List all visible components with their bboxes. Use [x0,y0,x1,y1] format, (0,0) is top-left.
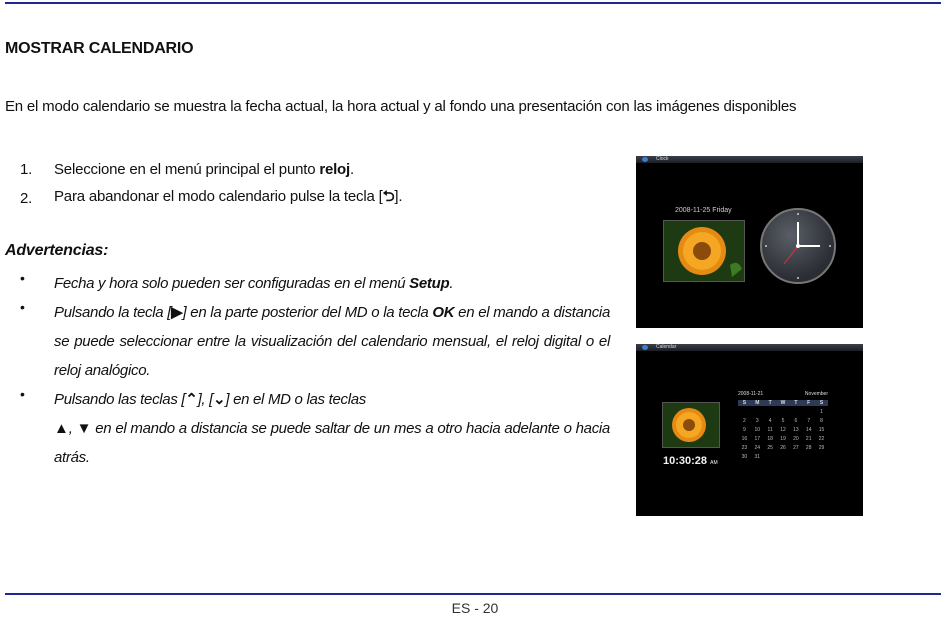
calendar-day: 27 [793,445,799,451]
step-number: 1. [20,161,33,178]
calendar-day: 22 [818,436,825,442]
calendar-day: 3 [755,418,759,424]
step-text: Para abandonar el modo calendario pulse la tecla [⮌]. [54,188,403,205]
step-item-2 [20,184,402,213]
calendar-day: 29 [818,445,825,451]
return-key-icon: ⮌ [382,188,395,205]
sunflower-icon [663,403,719,447]
calendar-day: 19 [780,436,786,442]
calendar-day: 31 [754,454,761,460]
day-grid [738,409,828,460]
bullet-icon: • [20,299,25,315]
calendar-date: 2008-11-21 [738,391,764,397]
calendar-day: 26 [780,445,786,451]
sunflower-icon [664,221,744,281]
weekday-label: W [777,400,790,406]
weekday-label: T [789,400,802,406]
screen-title: Calendar [656,344,677,350]
calendar-header [738,391,828,397]
calendar-day: 5 [781,418,785,424]
calendar-app-icon [642,345,648,350]
calendar-day [751,409,764,415]
weekday-label: F [802,400,815,406]
weekday-label: T [764,400,777,406]
month-calendar [738,391,828,460]
calendar-day: 14 [805,427,812,433]
calendar-day: 28 [805,445,812,451]
screen-title-bar [636,156,863,163]
weekday-label: S [738,400,751,406]
clock-date: 2008-11-25 Friday [675,207,732,214]
calendar-day: 15 [818,427,825,433]
screen-title: Clock [656,156,669,162]
warning-item-1: • Fecha y hora solo pueden ser configuradas en el menú Setup. [20,269,610,298]
digital-clock: 10:30:28 AM [663,455,718,467]
sunflower-photo [663,220,745,282]
step-number: 2. [20,190,33,207]
clock-app-icon [642,157,648,162]
down-triangle-icon: ▼ [76,420,92,437]
keyword-setup: Setup [409,275,450,292]
calendar-month: November [804,391,828,397]
up-key-icon: ⌃ [185,391,198,408]
calendar-day: 12 [780,427,786,433]
calendar-day [764,409,777,415]
section-heading: MOSTRAR CALENDARIO [5,40,194,57]
intro-paragraph: En el modo calendario se muestra la fecha actual, la hora actual y al fondo una presentación con las imágenes disponibles [5,98,797,115]
warning-item-3: • Pulsando las teclas [⌃], [⌄] en el MD o las teclas ▲, ▼ en el mando a distancia se puede saltar de un mes a otro hacia adelante o hacia atrás. [20,385,610,472]
up-triangle-icon: ▲ [54,420,69,437]
calendar-day [789,409,802,415]
calendar-day: 6 [794,418,798,424]
warnings-title: Advertencias: [5,242,109,259]
calendar-day: 9 [743,427,746,433]
calendar-day: 30 [741,454,748,460]
clock-screen-image [636,156,863,328]
calendar-day: 1 [820,409,823,415]
weekday-row [738,400,828,406]
calendar-day: 16 [741,436,748,442]
weekday-label: S [815,400,828,406]
calendar-day: 8 [820,418,823,424]
steps-list [20,155,402,213]
bullet-icon: • [20,386,25,402]
bullet-icon: • [20,270,25,286]
weekday-label: M [751,400,764,406]
keyword-ok: OK [432,304,455,321]
calendar-day: 7 [807,418,811,424]
calendar-day [777,409,790,415]
keyword-reloj: reloj [319,161,350,178]
calendar-day [802,409,815,415]
calendar-day: 2 [743,418,746,424]
calendar-day: 11 [767,427,773,433]
calendar-day: 13 [793,427,799,433]
warning-item-2: • Pulsando la tecla [▶] en la parte posterior del MD o la tecla OK en el mando a distancia se puede seleccionar entre la visualización del calendario mensual, el reloj digital o el reloj analógico. [20,298,610,385]
calendar-day: 24 [754,445,761,451]
screen-title-bar [636,344,863,351]
sunflower-photo [662,402,720,448]
step-text: Seleccione en el menú principal el punto reloj. [54,161,354,178]
calendar-day: 20 [793,436,799,442]
warnings-list [20,269,610,472]
step-item-1 [20,155,402,184]
calendar-day: 10 [754,427,761,433]
calendar-day [738,409,751,415]
calendar-day: 21 [805,436,812,442]
bottom-rule [5,593,941,595]
calendar-day: 18 [767,436,773,442]
analog-clock [760,208,836,284]
top-rule [5,2,941,4]
calendar-day: 25 [767,445,773,451]
calendar-day: 4 [768,418,772,424]
calendar-screen-image [636,344,863,516]
down-key-icon: ⌄ [213,391,226,408]
analog-clock-hands [762,210,834,282]
calendar-day: 23 [741,445,748,451]
right-key-icon: ▶ [171,304,183,321]
page-number: ES - 20 [451,600,499,616]
calendar-day: 17 [754,436,761,442]
